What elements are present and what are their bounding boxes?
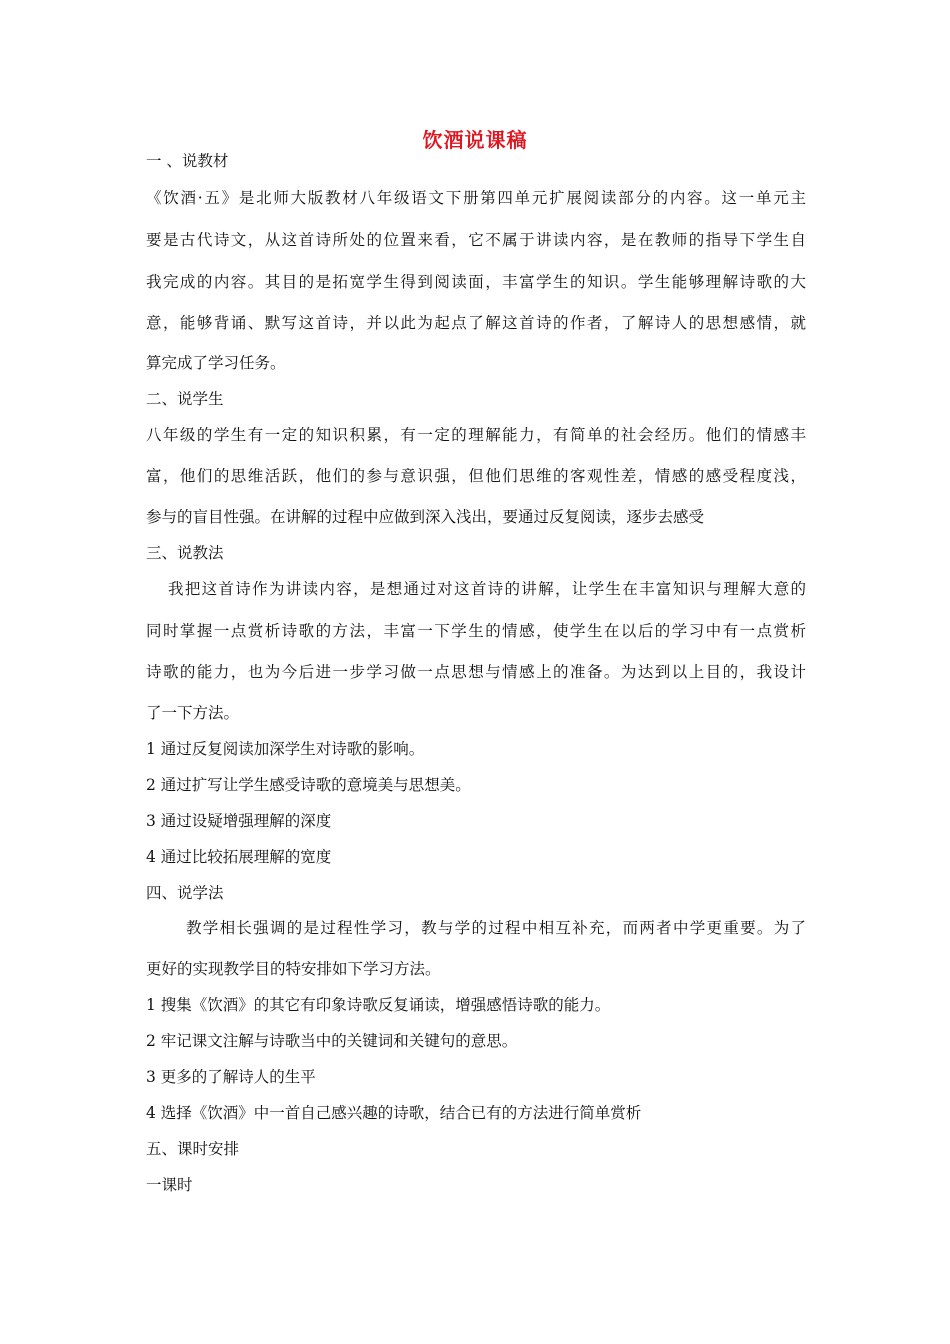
section-heading: 四、说学法 [146,884,224,902]
paragraph-line: 八年级的学生有一定的知识积累，有一定的理解能力，有简单的社会经历。他们的情感丰 [146,426,806,444]
section-heading: 二、说学生 [146,390,224,408]
paragraph-line: 富，他们的思维活跃，他们的参与意识强，但他们思维的客观性差，情感的感受程度浅， [146,467,806,485]
section-heading: 一 、说教材 [146,152,229,170]
paragraph-line: 同时掌握一点赏析诗歌的方法，丰富一下学生的情感，使学生在以后的学习中有一点赏析 [146,622,806,640]
list-item: 3 更多的了解诗人的生平 [146,1068,316,1086]
paragraph-line: 算完成了学习任务。 [146,354,286,372]
paragraph-line: 意，能够背诵、默写这首诗，并以此为起点了解这首诗的作者，了解诗人的思想感情，就 [146,314,806,332]
document-title: 饮酒说课稿 [422,128,528,152]
paragraph-line: 《饮酒·五》是北师大版教材八年级语文下册第四单元扩展阅读部分的内容。这一单元主 [146,189,806,207]
list-item: 4 通过比较拓展理解的宽度 [146,848,332,866]
section-heading: 五、课时安排 [146,1140,240,1158]
paragraph-line: 我把这首诗作为讲读内容，是想通过对这首诗的讲解，让学生在丰富知识与理解大意的 [168,580,806,598]
list-item: 1 通过反复阅读加深学生对诗歌的影响。 [146,740,425,758]
list-item: 1 搜集《饮酒》的其它有印象诗歌反复诵读，增强感悟诗歌的能力。 [146,996,611,1014]
paragraph-line: 一课时 [146,1176,193,1194]
paragraph-line: 要是古代诗文，从这首诗所处的位置来看，它不属于讲读内容，是在教师的指导下学生自 [146,231,806,249]
list-item: 4 选择《饮酒》中一首自己感兴趣的诗歌，结合已有的方法进行简单赏析 [146,1104,642,1122]
section-heading: 三、说教法 [146,544,224,562]
list-item: 3 通过设疑增强理解的深度 [146,812,332,830]
paragraph-line: 我完成的内容。其目的是拓宽学生得到阅读面，丰富学生的知识。学生能够理解诗歌的大 [146,273,806,291]
list-item: 2 通过扩写让学生感受诗歌的意境美与思想美。 [146,776,471,794]
paragraph-line: 更好的实现教学目的特安排如下学习方法。 [146,960,441,978]
paragraph-line: 诗歌的能力，也为今后进一步学习做一点思想与情感上的准备。为达到以上目的，我设计 [146,663,806,681]
paragraph-line: 了一下方法。 [146,704,240,722]
paragraph-line: 参与的盲目性强。在讲解的过程中应做到深入浅出，要通过反复阅读，逐步去感受 [146,508,705,526]
paragraph-line: 教学相长强调的是过程性学习，教与学的过程中相互补充，而两者中学更重要。为了 [186,919,806,937]
list-item: 2 牢记课文注解与诗歌当中的关键词和关键句的意思。 [146,1032,518,1050]
